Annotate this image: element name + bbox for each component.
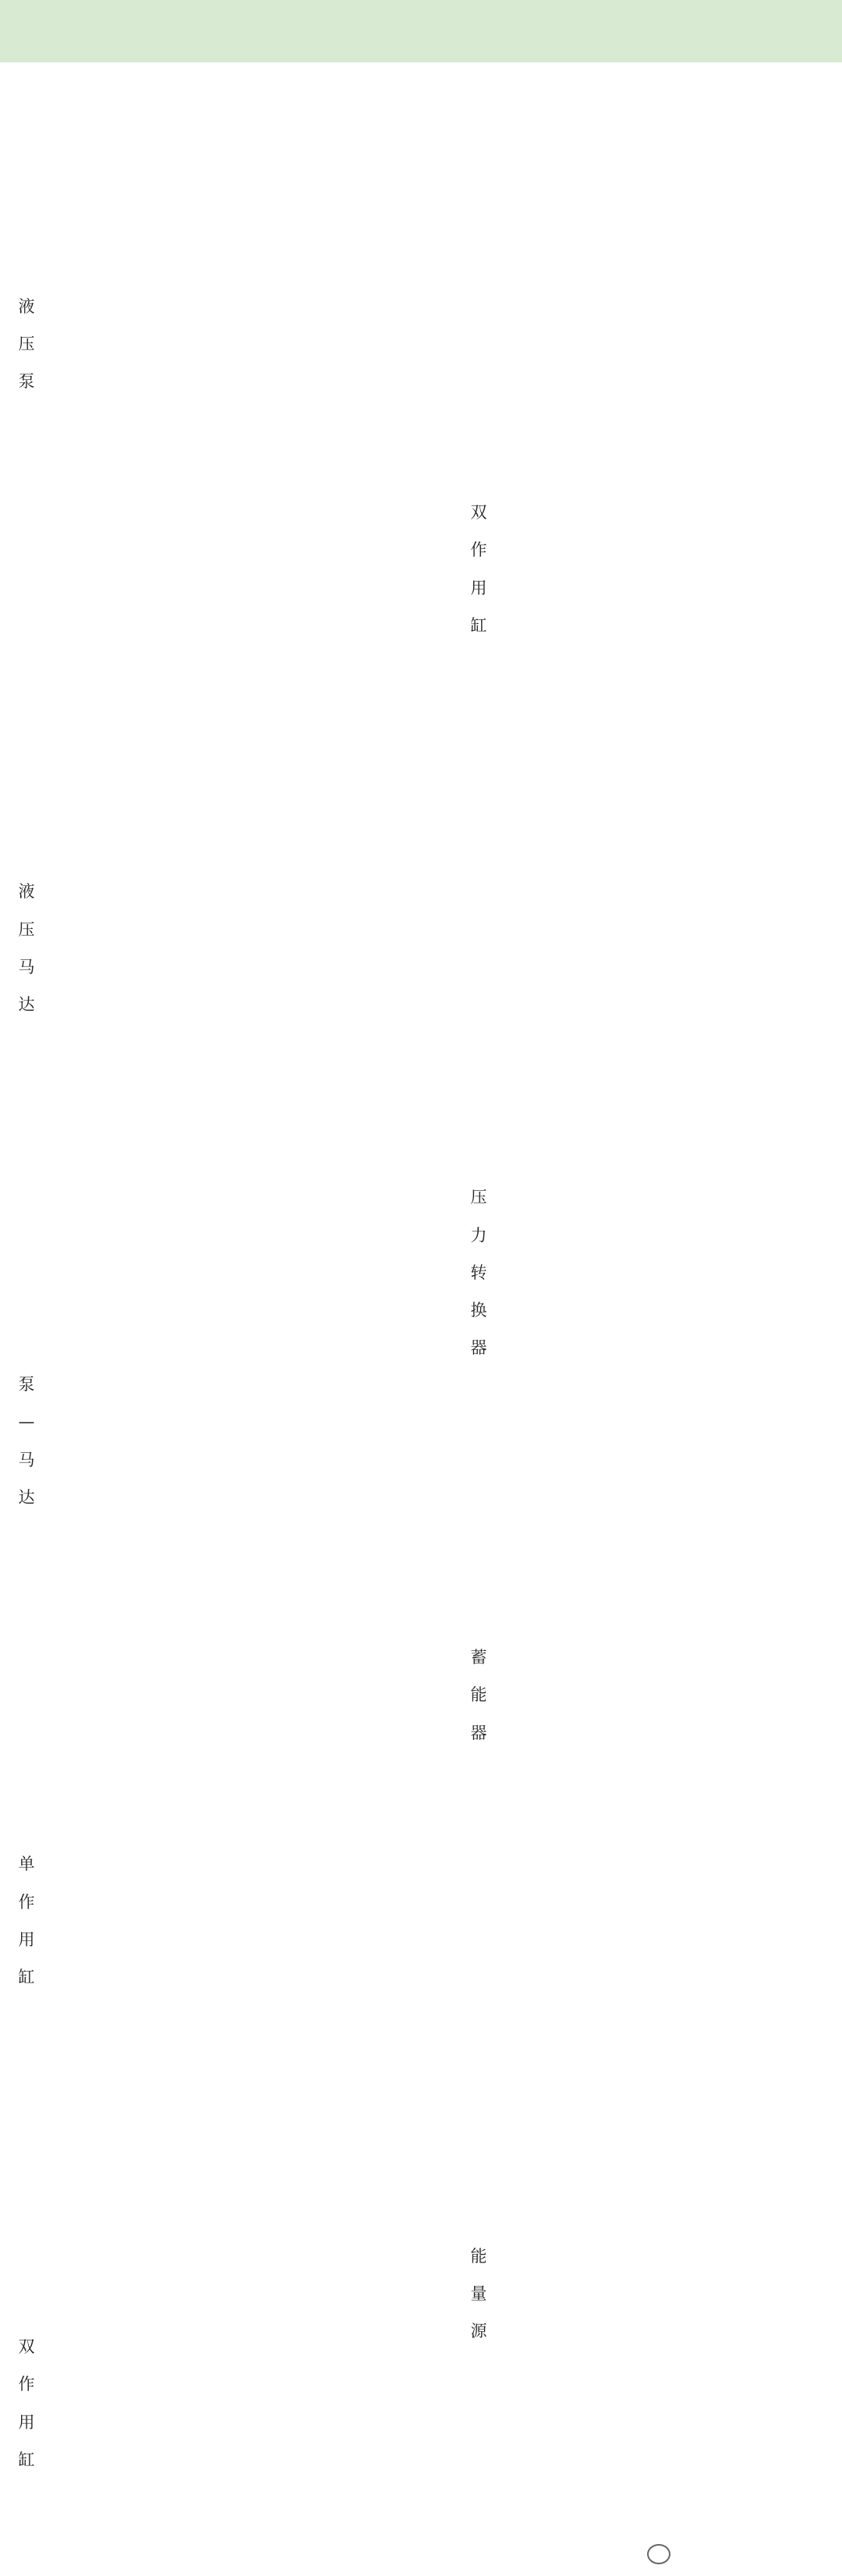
column-header xyxy=(0,33,164,62)
row-name xyxy=(53,1075,164,1187)
row-name xyxy=(53,1497,164,1610)
row-name xyxy=(53,737,164,850)
column-header xyxy=(616,33,741,62)
column-header xyxy=(452,33,616,62)
category-motor: 液 压 马 达 xyxy=(18,882,35,1015)
symbol-cell xyxy=(164,62,301,175)
category-accum: 蓄 能 器 xyxy=(470,1648,487,1742)
column-header xyxy=(741,33,842,62)
category-rdouble: 双 作 用 缸 xyxy=(470,502,487,635)
column-header xyxy=(301,33,452,62)
category-pump: 液 压 泵 xyxy=(18,296,35,392)
category-converter: 压 力 转 换 器 xyxy=(470,1188,487,1358)
table-title xyxy=(0,0,842,34)
row-name xyxy=(53,850,164,962)
row-name xyxy=(53,2063,164,2147)
row-name xyxy=(53,962,164,1075)
row-name xyxy=(53,1187,164,1271)
wechat-icon xyxy=(647,2544,670,2564)
row-name xyxy=(53,625,164,737)
row-name xyxy=(53,513,164,625)
row-name xyxy=(53,62,164,175)
category-energy: 能 量 源 xyxy=(470,2246,487,2341)
row-name xyxy=(53,400,164,513)
category-double: 双 作 用 缸 xyxy=(18,2337,35,2469)
row-name xyxy=(53,175,164,288)
category-pumpmotor: 泵 — 马 达 xyxy=(18,1374,35,1507)
row-name xyxy=(53,2147,164,2231)
category-single: 单 作 用 缸 xyxy=(18,1855,35,1987)
watermark xyxy=(647,2544,675,2564)
row-name xyxy=(53,2400,164,2575)
column-header xyxy=(164,33,301,62)
row-name xyxy=(53,1384,164,1497)
row-name xyxy=(53,1837,164,2063)
row-name xyxy=(53,288,164,400)
row-name xyxy=(53,1610,164,1837)
row-name xyxy=(53,1271,164,1384)
row-name xyxy=(53,2231,164,2400)
